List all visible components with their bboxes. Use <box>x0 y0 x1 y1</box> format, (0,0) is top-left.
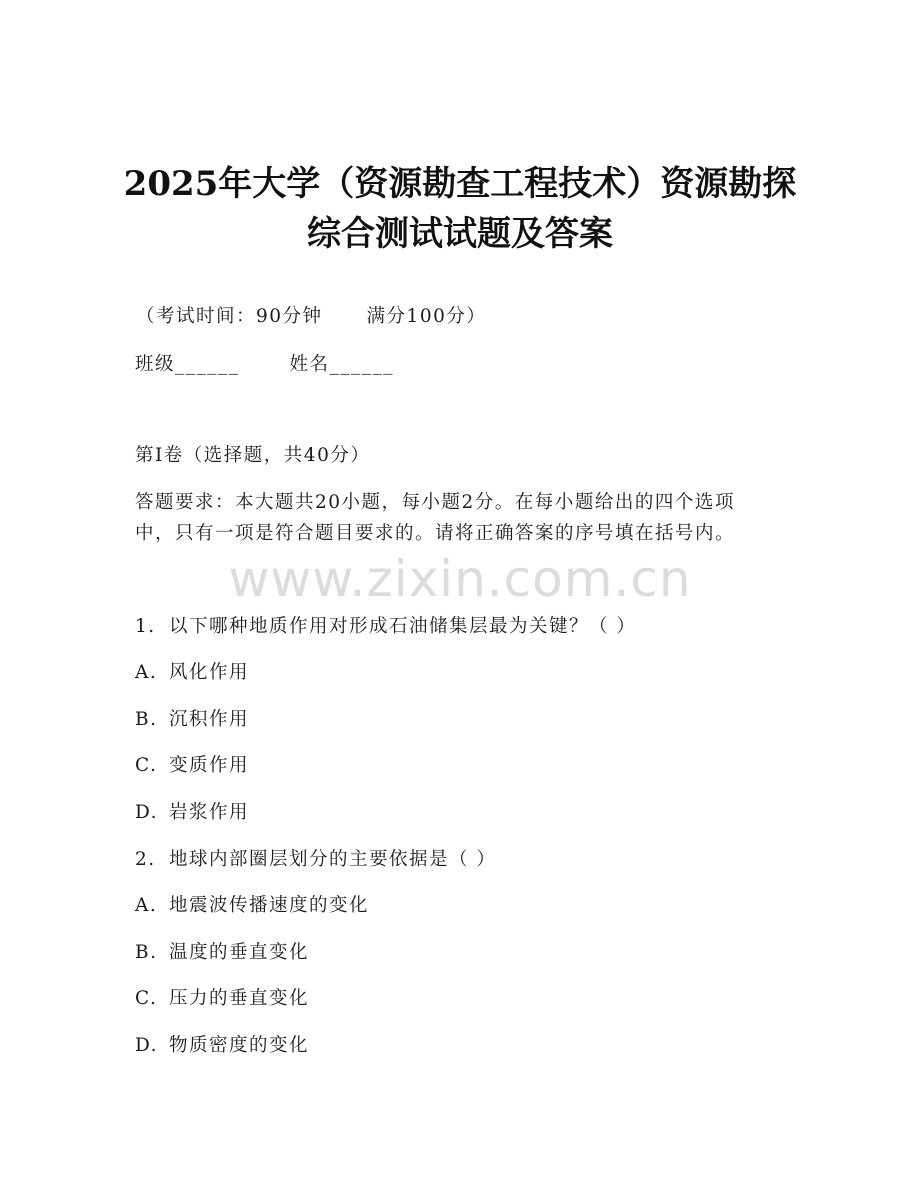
student-fields <box>135 350 394 376</box>
option-text: 变质作用 <box>169 755 250 776</box>
option-text: 岩浆作用 <box>169 802 250 823</box>
option-text: 沉积作用 <box>169 709 250 730</box>
question-1-option-b <box>135 705 249 731</box>
option-letter: C. <box>135 755 158 776</box>
question-2-option-d <box>135 1031 309 1057</box>
name-field: 姓名______ <box>289 354 395 375</box>
exam-score: 满分100分） <box>366 306 487 327</box>
option-letter: B. <box>135 942 158 963</box>
instructions-line-1: 答题要求：本大题共20小题，每小题2分。在每小题给出的四个选项 <box>135 492 735 513</box>
question-text: 地球内部圈层划分的主要依据是（ ） <box>169 849 497 870</box>
class-field: 班级______ <box>135 354 240 375</box>
question-2-option-a <box>135 891 369 917</box>
option-text: 地震波传播速度的变化 <box>169 895 370 916</box>
question-number: 1. <box>135 616 156 637</box>
document-title-line-2: 综合测试试题及答案 <box>307 214 613 254</box>
option-letter: D. <box>135 1035 159 1056</box>
question-text: 以下哪种地质作用对形成石油储集层最为关键？（ ） <box>169 616 637 637</box>
option-letter: B. <box>135 709 158 730</box>
question-2 <box>135 845 496 871</box>
question-number: 2. <box>135 849 156 870</box>
option-text: 温度的垂直变化 <box>169 942 310 963</box>
exam-info <box>136 302 486 328</box>
question-2-option-c <box>135 984 309 1010</box>
option-text: 风化作用 <box>169 662 250 683</box>
question-1 <box>135 612 636 638</box>
question-2-option-b <box>135 938 309 964</box>
option-letter: A. <box>135 895 158 916</box>
question-1-option-c <box>135 751 249 777</box>
question-1-option-d <box>135 798 249 824</box>
section-title: 第I卷（选择题，共40分） <box>135 445 371 466</box>
watermark: www.zixin.com.cn <box>228 550 692 608</box>
option-text: 压力的垂直变化 <box>169 988 310 1009</box>
option-letter: C. <box>135 988 158 1009</box>
option-text: 物质密度的变化 <box>169 1035 310 1056</box>
option-letter: D. <box>135 802 159 823</box>
question-1-option-a <box>135 658 249 684</box>
instructions-line-2: 中，只有一项是符合题目要求的。请将正确答案的序号填在括号内。 <box>135 523 736 544</box>
exam-time: （考试时间：90分钟 <box>136 306 323 327</box>
document-title-line-1: 2025年大学（资源勘查工程技术）资源勘探 <box>123 164 797 204</box>
option-letter: A. <box>135 662 158 683</box>
